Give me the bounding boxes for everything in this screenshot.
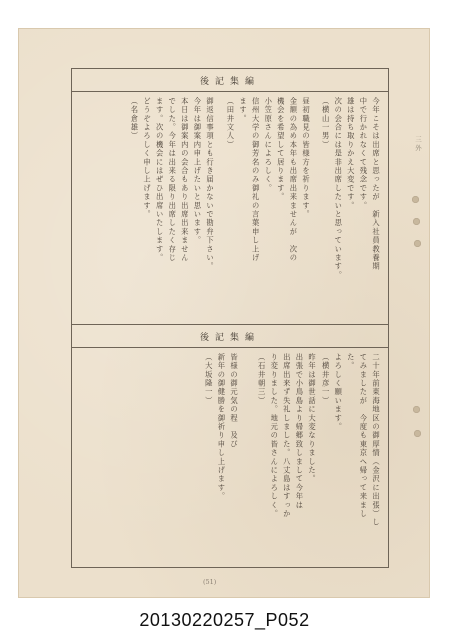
section2-title: 編集記後 [199,332,260,343]
binding-hole [414,240,421,247]
section2-header [72,325,388,348]
section2-column-middle: 昨年は御世話に大変なりました。 出張で小鳥島より帰郷致しまして今年は 出席出来ず失礼しました。八丈島はすっか り変りました。地元の皆さんによろしく。 （石井朝三） [257,353,317,519]
binding-hole [412,196,419,203]
section1-title: 編集記後 [199,76,260,87]
newsletter-frame [71,68,389,568]
archive-id-caption: 20130220257_P052 [139,610,310,630]
section1-header [72,69,388,92]
section2-column-left: 皆様の御元気の程 及び 新年の御健勝を御祈り申し上げます。 （大坂隆一） [204,353,239,501]
document-sheet [18,28,430,598]
binding-hole [414,430,421,437]
margin-note: 三外 [414,136,422,153]
section1-column-middle: 昼初職見の皆様方を祈ります。 金額の為め本年も出席出来ませんが 次の 機会を希望して居ります。 小笠原さんによろしく。 信州大学の御芳名のみ御礼の言葉申し上げ ます。 （田井文人） [226,97,311,263]
binding-hole [413,406,420,413]
page-number: (51) [203,578,217,586]
binding-hole [413,218,420,225]
section1-column-right: 今年こそは出席と思ったが 新入社員教養期 中で行かれなくて残念です。 雄は持ち取りかえ大変です。 次の会合には是非出席したいと思っています。 （横山一男） [321,97,381,280]
section1-column-left: 御返信事項とも行き届かないで勘弁下さい。 今年は御案内申上げたいと思います。 本日は御案内の会合もあり出席出来ません でした。今年は出来る限り出席したく存じ ます。次の機会にはぜひ出席いたします。 どうぞよろしく申し上げます。 （名倉雄） [130,97,215,271]
section2-column-right: 二十年前東海地区の御厚情（金沢に出張）し てみましたが 今度も東京へ帰って来まし た。 よろしく願います。 （横井彦一） [321,353,381,527]
